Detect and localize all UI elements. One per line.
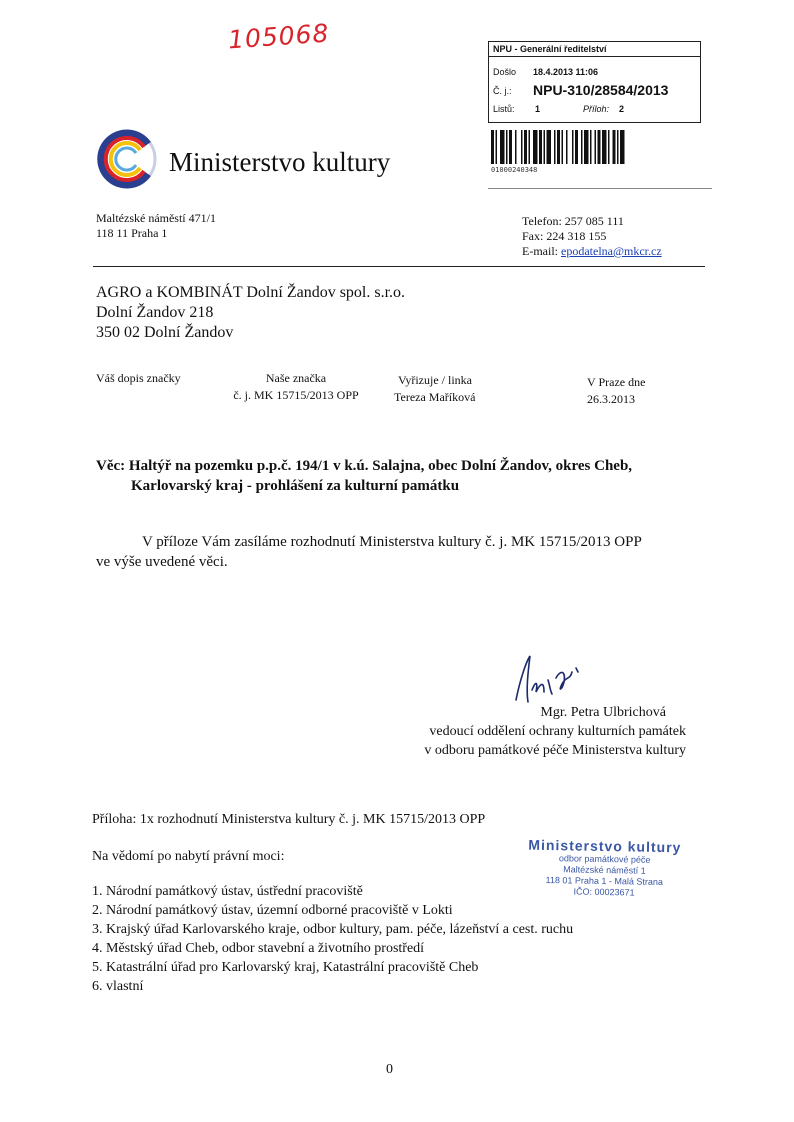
stamp-title: NPU - Generální ředitelství: [493, 44, 607, 54]
date-label: V Praze dne: [587, 375, 646, 389]
recipient-address: [96, 283, 405, 343]
barcode: [491, 130, 697, 164]
signatory-name: Mgr. Petra Ulbrichová: [540, 705, 666, 720]
barcode-bar: [584, 130, 589, 164]
sender-address: [96, 211, 216, 241]
barcode-bar: [533, 130, 538, 164]
recipient-city: 350 02 Dolní Žandov: [96, 324, 234, 341]
office-stamp-line2: Maltézské náměstí 1: [563, 864, 646, 876]
list-item: 4. Městský úřad Cheb, odbor stavební a životního prostředí: [92, 941, 425, 956]
our-ref-value: č. j. MK 15715/2013 OPP: [233, 388, 359, 402]
page-number: 0: [386, 1062, 393, 1077]
handled-value: Tereza Maříková: [394, 390, 476, 404]
list-item: 3. Krajský úřad Karlovarského kraje, odbor kultury, pam. péče, lázeňství a cest. ruchu: [92, 922, 574, 937]
office-stamp-line4: IČO: 00023671: [573, 886, 635, 898]
barcode-bar: [506, 130, 508, 164]
barcode-bar: [521, 130, 523, 164]
barcode-bar: [613, 130, 616, 164]
signatory-position-line2: v odboru památkové péče Ministerstva kultury: [424, 743, 686, 758]
body-line1: V příloze Vám zasíláme rozhodnutí Ministerstva kultury č. j. MK 15715/2013 OPP: [142, 534, 642, 550]
barcode-bar: [617, 130, 619, 164]
barcode-bar: [590, 130, 592, 164]
list-item: 1. Národní památkový ústav, ústřední pracoviště: [92, 884, 363, 899]
office-stamp-line3: 118 01 Praha 1 - Malá Strana: [545, 874, 664, 888]
subject-line2: Karlovarský kraj - prohlášení za kulturní památku: [131, 478, 460, 494]
barcode-bar: [581, 130, 583, 164]
signatory-position-line1: vedoucí oddělení ochrany kulturních památek: [429, 724, 686, 739]
list-item: 5. Katastrální úřad pro Karlovarský kraj, Katastrální pracoviště Cheb: [92, 960, 479, 975]
handled-by: [394, 372, 475, 406]
contact-email-row: [522, 244, 662, 259]
sender-city: 118 11 Praha 1: [96, 226, 168, 240]
ref-value: NPU-310/28584/2013: [533, 82, 669, 98]
ref-label: Č. j.:: [493, 86, 512, 96]
barcode-bar: [566, 130, 568, 164]
barcode-bar: [491, 130, 494, 164]
header-rule-right: [488, 188, 712, 189]
barcode-bar: [562, 130, 564, 164]
date-value: 26.3.2013: [587, 392, 635, 406]
barcode-bar: [598, 130, 601, 164]
sheets-label: Listů:: [493, 104, 515, 114]
office-stamp-line1: odbor památkové péče: [558, 853, 651, 865]
handled-label: Vyřizuje / linka: [398, 373, 472, 387]
barcode-bar: [509, 130, 512, 164]
list-item: 2. Národní památkový ústav, územní odborné pracoviště v Lokti: [92, 903, 453, 918]
date-block: [587, 374, 645, 408]
ministry-name: Ministerstvo kultury: [169, 147, 391, 177]
barcode-bar: [595, 130, 597, 164]
barcode-bar: [496, 130, 498, 164]
contact-fax: Fax: 224 318 155: [522, 229, 607, 243]
attachments-value: 2: [619, 104, 625, 114]
handwritten-number: 105068: [227, 18, 331, 55]
barcode-bar: [608, 130, 610, 164]
received-value: 18.4.2013 11:06: [533, 67, 599, 77]
sender-street: Maltézské náměstí 471/1: [96, 211, 216, 225]
barcode-bar: [547, 130, 552, 164]
barcode-bar: [554, 130, 556, 164]
recipient-street: Dolní Žandov 218: [96, 304, 214, 321]
barcode-bar: [544, 130, 546, 164]
distribution-list: [92, 882, 573, 996]
barcode-bar: [557, 130, 560, 164]
ministry-logo: [96, 128, 158, 190]
contact-block: [522, 214, 662, 259]
registry-stamp: [488, 41, 701, 123]
barcode-bar: [529, 130, 531, 164]
list-item: 6. vlastní: [92, 979, 144, 994]
our-ref: [216, 370, 376, 404]
sheets-value: 1: [535, 104, 541, 114]
barcode-bar: [524, 130, 527, 164]
subject-label: Věc:: [96, 458, 126, 474]
barcode-bar: [575, 130, 578, 164]
body-line2: ve výše uvedené věci.: [96, 554, 228, 570]
subject: [96, 456, 632, 496]
barcode-bar: [500, 130, 505, 164]
subject-line1: Haltýř na pozemku p.p.č. 194/1 v k.ú. Salajna, obec Dolní Žandov, okres Cheb,: [128, 458, 633, 474]
letter-body: [96, 532, 706, 572]
barcode-bar: [602, 130, 607, 164]
barcode-bar: [572, 130, 574, 164]
email-label: E-mail:: [522, 244, 561, 258]
recipient-name: AGRO a KOMBINÁT Dolní Žandov spol. s.r.o.: [96, 284, 406, 301]
header-rule: [93, 266, 705, 267]
barcode-bar: [620, 130, 625, 164]
contact-phone: Telefon: 257 085 111: [522, 214, 624, 228]
received-label: Došlo: [493, 67, 517, 77]
attachment: Příloha: 1x rozhodnutí Ministerstva kultury č. j. MK 15715/2013 OPP: [92, 812, 486, 827]
your-ref-label: Váš dopis značky: [96, 371, 181, 385]
barcode-number: 01000240348: [491, 166, 538, 174]
email-link[interactable]: epodatelna@mkcr.cz: [561, 244, 662, 258]
barcode-bar: [539, 130, 542, 164]
signatory-position: [380, 722, 686, 760]
attachments-label: Příloh:: [583, 104, 610, 114]
our-ref-label: Naše značka: [265, 371, 327, 385]
barcode-bar: [515, 130, 517, 164]
notice-heading: Na vědomí po nabytí právní moci:: [92, 849, 285, 864]
office-stamp-title: Ministerstvo kultury: [528, 836, 682, 856]
handwritten-signature: [506, 650, 606, 710]
